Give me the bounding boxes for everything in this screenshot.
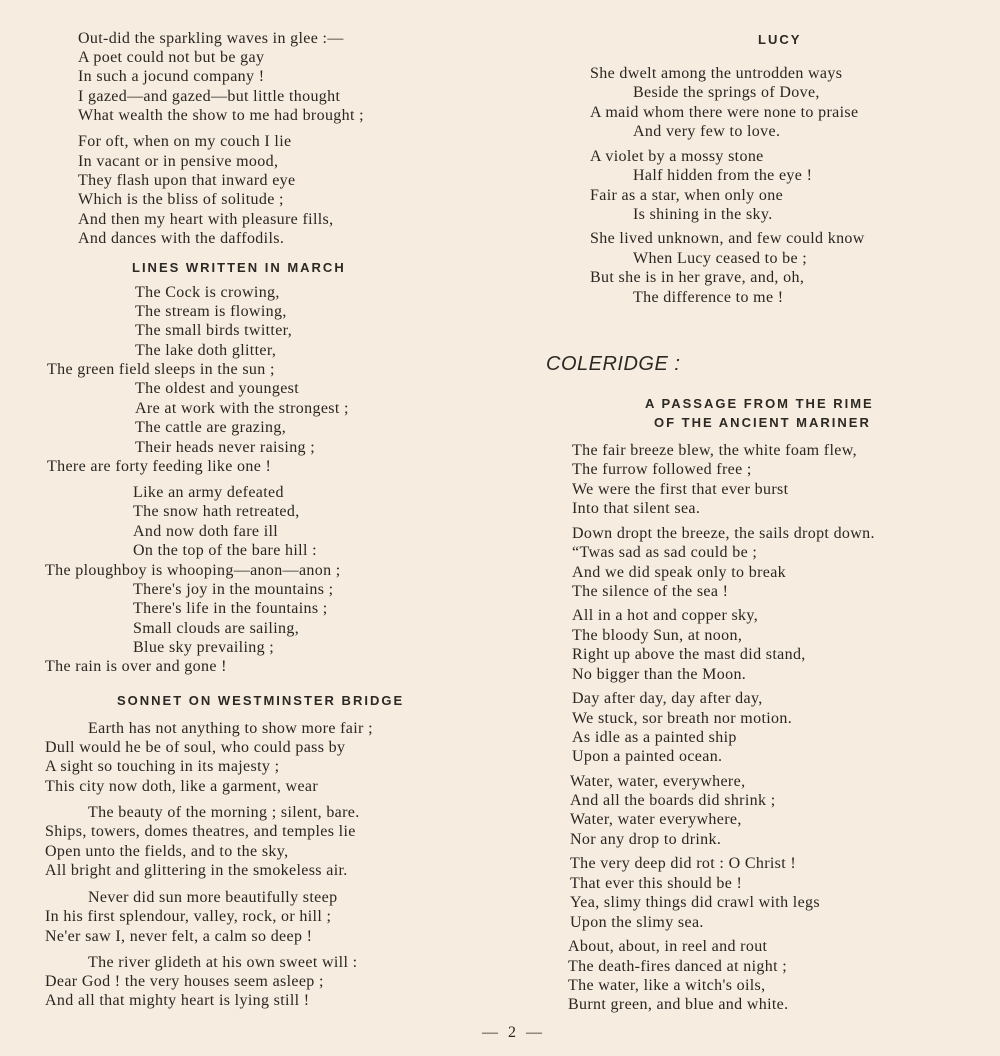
poem-line: The death-fires danced at night ;: [568, 958, 788, 975]
poem-line: Nor any drop to drink.: [570, 831, 722, 848]
poem-line: In vacant or in pensive mood,: [78, 153, 279, 170]
poem-line: “Twas sad as sad could be ;: [572, 544, 758, 561]
poem-line: The small birds twitter,: [135, 322, 293, 339]
author-heading: COLERIDGE :: [546, 353, 681, 375]
poem-line: I gazed—and gazed—but little thought: [78, 88, 341, 105]
poem-line: Blue sky prevailing ;: [133, 639, 275, 656]
poem-line: The river glideth at his own sweet will :: [88, 954, 358, 971]
poem-line: And all that mighty heart is lying still !: [45, 992, 310, 1009]
poem-line: Small clouds are sailing,: [133, 620, 300, 637]
poem-line: The rain is over and gone !: [45, 658, 227, 675]
poem-line: The water, like a witch's oils,: [568, 977, 766, 994]
poem-line: For oft, when on my couch I lie: [78, 133, 292, 150]
poem-line: We stuck, sor breath nor motion.: [572, 710, 793, 727]
poem-line: There's life in the fountains ;: [133, 600, 328, 617]
poem-line: Water, water, everywhere,: [570, 773, 746, 790]
poem-line: In his first splendour, valley, rock, or hill ;: [45, 908, 332, 925]
poem-line: Right up above the mast did stand,: [572, 646, 806, 663]
poem-line: The Cock is crowing,: [135, 284, 280, 301]
poem-line: Beside the springs of Dove,: [633, 84, 820, 101]
poem-line: About, about, in reel and rout: [568, 938, 768, 955]
poem-line: Upon the slimy sea.: [570, 914, 704, 931]
poem-line: And then my heart with pleasure fills,: [78, 211, 334, 228]
poem-line: And dances with the daffodils.: [78, 230, 285, 247]
poem-line: Half hidden from the eye !: [633, 167, 813, 184]
poem-line: The green field sleeps in the sun ;: [47, 361, 275, 378]
poem-line: Burnt green, and blue and white.: [568, 996, 789, 1013]
poem-line: The fair breeze blew, the white foam flew,: [572, 442, 857, 459]
poem-line: There's joy in the mountains ;: [133, 581, 334, 598]
poem-line: The lake doth glitter,: [135, 342, 277, 359]
poem-line: A sight so touching in its majesty ;: [45, 758, 280, 775]
poem-line: The silence of the sea !: [572, 583, 729, 600]
poem-line: Dull would he be of soul, who could pass by: [45, 739, 346, 756]
poem-line: She dwelt among the untrodden ways: [590, 65, 843, 82]
poem-line: But she is in her grave, and, oh,: [590, 269, 805, 286]
poem-line: There are forty feeding like one !: [47, 458, 272, 475]
poem-line: Upon a painted ocean.: [572, 748, 723, 765]
poem-line: The ploughboy is whooping—anon—anon ;: [45, 562, 341, 579]
poem-line: What wealth the show to me had brought ;: [78, 107, 364, 124]
poem-line: When Lucy ceased to be ;: [633, 250, 808, 267]
poem-line: And very few to love.: [633, 123, 781, 140]
poem-line: This city now doth, like a garment, wear: [45, 778, 319, 795]
poem-line: Into that silent sea.: [572, 500, 701, 517]
poem-line: The snow hath retreated,: [133, 503, 300, 520]
poem-line: That ever this should be !: [570, 875, 743, 892]
poem-line: Ships, towers, domes theatres, and temples lie: [45, 823, 356, 840]
poem-title: LINES WRITTEN IN MARCH: [132, 260, 346, 275]
poem-line: And all the boards did shrink ;: [570, 792, 776, 809]
poem-line: Fair as a star, when only one: [590, 187, 784, 204]
poem-line: Earth has not anything to show more fair ;: [88, 720, 373, 737]
poem-line: Their heads never raising ;: [135, 439, 316, 456]
poem-line: Are at work with the strongest ;: [135, 400, 349, 417]
poem-line: As idle as a painted ship: [572, 729, 737, 746]
poem-line: Dear God ! the very houses seem asleep ;: [45, 973, 324, 990]
poem-line: Which is the bliss of solitude ;: [78, 191, 284, 208]
poem-line: Open unto the fields, and to the sky,: [45, 843, 289, 860]
poem-line: She lived unknown, and few could know: [590, 230, 865, 247]
poem-line: All bright and glittering in the smokeless air.: [45, 862, 348, 879]
poem-line: Out-did the sparkling waves in glee :—: [78, 30, 344, 47]
poem-line: And now doth fare ill: [133, 523, 279, 540]
poem-line: Never did sun more beautifully steep: [88, 889, 338, 906]
poem-line: The beauty of the morning ; silent, bare.: [88, 804, 360, 821]
poem-line: We were the first that ever burst: [572, 481, 789, 498]
poem-title: OF THE ANCIENT MARINER: [654, 415, 871, 430]
poem-title: A PASSAGE FROM THE RIME: [645, 396, 874, 411]
poem-line: Is shining in the sky.: [633, 206, 773, 223]
poem-line: The bloody Sun, at noon,: [572, 627, 743, 644]
poem-line: The oldest and youngest: [135, 380, 300, 397]
poem-line: All in a hot and copper sky,: [572, 607, 759, 624]
page-number: — 2 —: [482, 1024, 545, 1041]
poem-line: And we did speak only to break: [572, 564, 787, 581]
poem-line: Like an army defeated: [133, 484, 284, 501]
poem-line: A poet could not but be gay: [78, 49, 265, 66]
poem-line: A maid whom there were none to praise: [590, 104, 859, 121]
poem-line: Day after day, day after day,: [572, 690, 763, 707]
poem-line: Down dropt the breeze, the sails dropt down.: [572, 525, 875, 542]
poem-line: Yea, slimy things did crawl with legs: [570, 894, 820, 911]
poem-line: No bigger than the Moon.: [572, 666, 747, 683]
poem-line: On the top of the bare hill :: [133, 542, 317, 559]
poem-title: LUCY: [758, 32, 802, 47]
poem-title: SONNET ON WESTMINSTER BRIDGE: [117, 693, 405, 708]
poem-line: In such a jocund company !: [78, 68, 265, 85]
poem-line: The very deep did rot : O Christ !: [570, 855, 797, 872]
poem-line: The stream is flowing,: [135, 303, 287, 320]
poem-line: They flash upon that inward eye: [78, 172, 296, 189]
poem-line: A violet by a mossy stone: [590, 148, 764, 165]
poem-line: The cattle are grazing,: [135, 419, 287, 436]
poem-line: Water, water everywhere,: [570, 811, 742, 828]
poem-line: The difference to me !: [633, 289, 784, 306]
poem-line: Ne'er saw I, never felt, a calm so deep !: [45, 928, 313, 945]
poem-line: The furrow followed free ;: [572, 461, 752, 478]
